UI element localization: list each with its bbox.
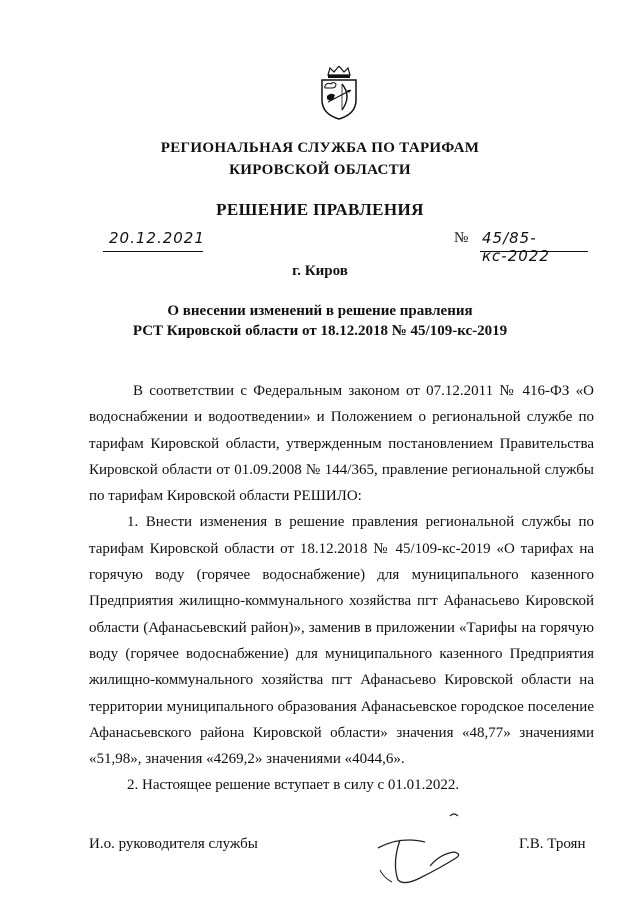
subject-line2: РСТ Кировской области от 18.12.2018 № 45/109-кс-2019 [132, 323, 508, 339]
document-number: 45/85-кс-2022 [482, 229, 550, 265]
signatory-position: И.о. руководителя службы [89, 836, 258, 852]
organization-name-line1: РЕГИОНАЛЬНАЯ СЛУЖБА ПО ТАРИФАМ [160, 140, 480, 156]
document-date-field [103, 229, 203, 252]
coat-of-arms-emblem [318, 66, 360, 120]
number-sign: № [454, 230, 469, 246]
signatory-name: Г.В. Троян [519, 836, 586, 852]
document-number-field [480, 229, 588, 265]
subject-line1: О внесении изменений в решение правления [167, 303, 473, 319]
handwritten-signature [370, 808, 490, 888]
document-date: 20.12.2021 [109, 229, 205, 247]
preamble-paragraph: В соответствии с Федеральным законом от 07.12.2011 № 416-ФЗ «О водоснабжении и водоотведении» и Положением о региональной службе по тарифам Кировской области, утвержденным постановлением Правительства Кировской области от 01.09.2008 № 144/365, правление региональной службы по тарифам Кировской области РЕШИЛО: [89, 383, 594, 505]
document-type-title: РЕШЕНИЕ ПРАВЛЕНИЯ [216, 200, 424, 219]
decision-item-1: 1. Внести изменения в решение правления региональной службы по тарифам Кировской области от 18.12.2018 № 45/109-кс-2019 «О тарифах на горячую воду (горячее водоснабжение) для муниципального казенного Предприятия жилищно-коммунального хозяйства пгт Афанасьево Кировской области (Афанасьевский район)», заменив в приложении «Тарифы на горячую воду (горячее водоснабжение) для муниципального казенного Предприятия жилищно-коммунального хозяйства пгт Афанасьево Кировской области на территории муниципального образования Афанасьевское городское поселение Афанасьевского района Кировской области» значения «48,77» значениями «51,98», значения «4269,2» значениями «4044,6». [89, 514, 594, 768]
city-name: г. Киров [292, 263, 348, 279]
decision-item-2: 2. Настоящее решение вступает в силу с 01.01.2022. [127, 777, 460, 794]
organization-name-line2: КИРОВСКОЙ ОБЛАСТИ [229, 162, 411, 178]
decision-body [89, 378, 594, 799]
